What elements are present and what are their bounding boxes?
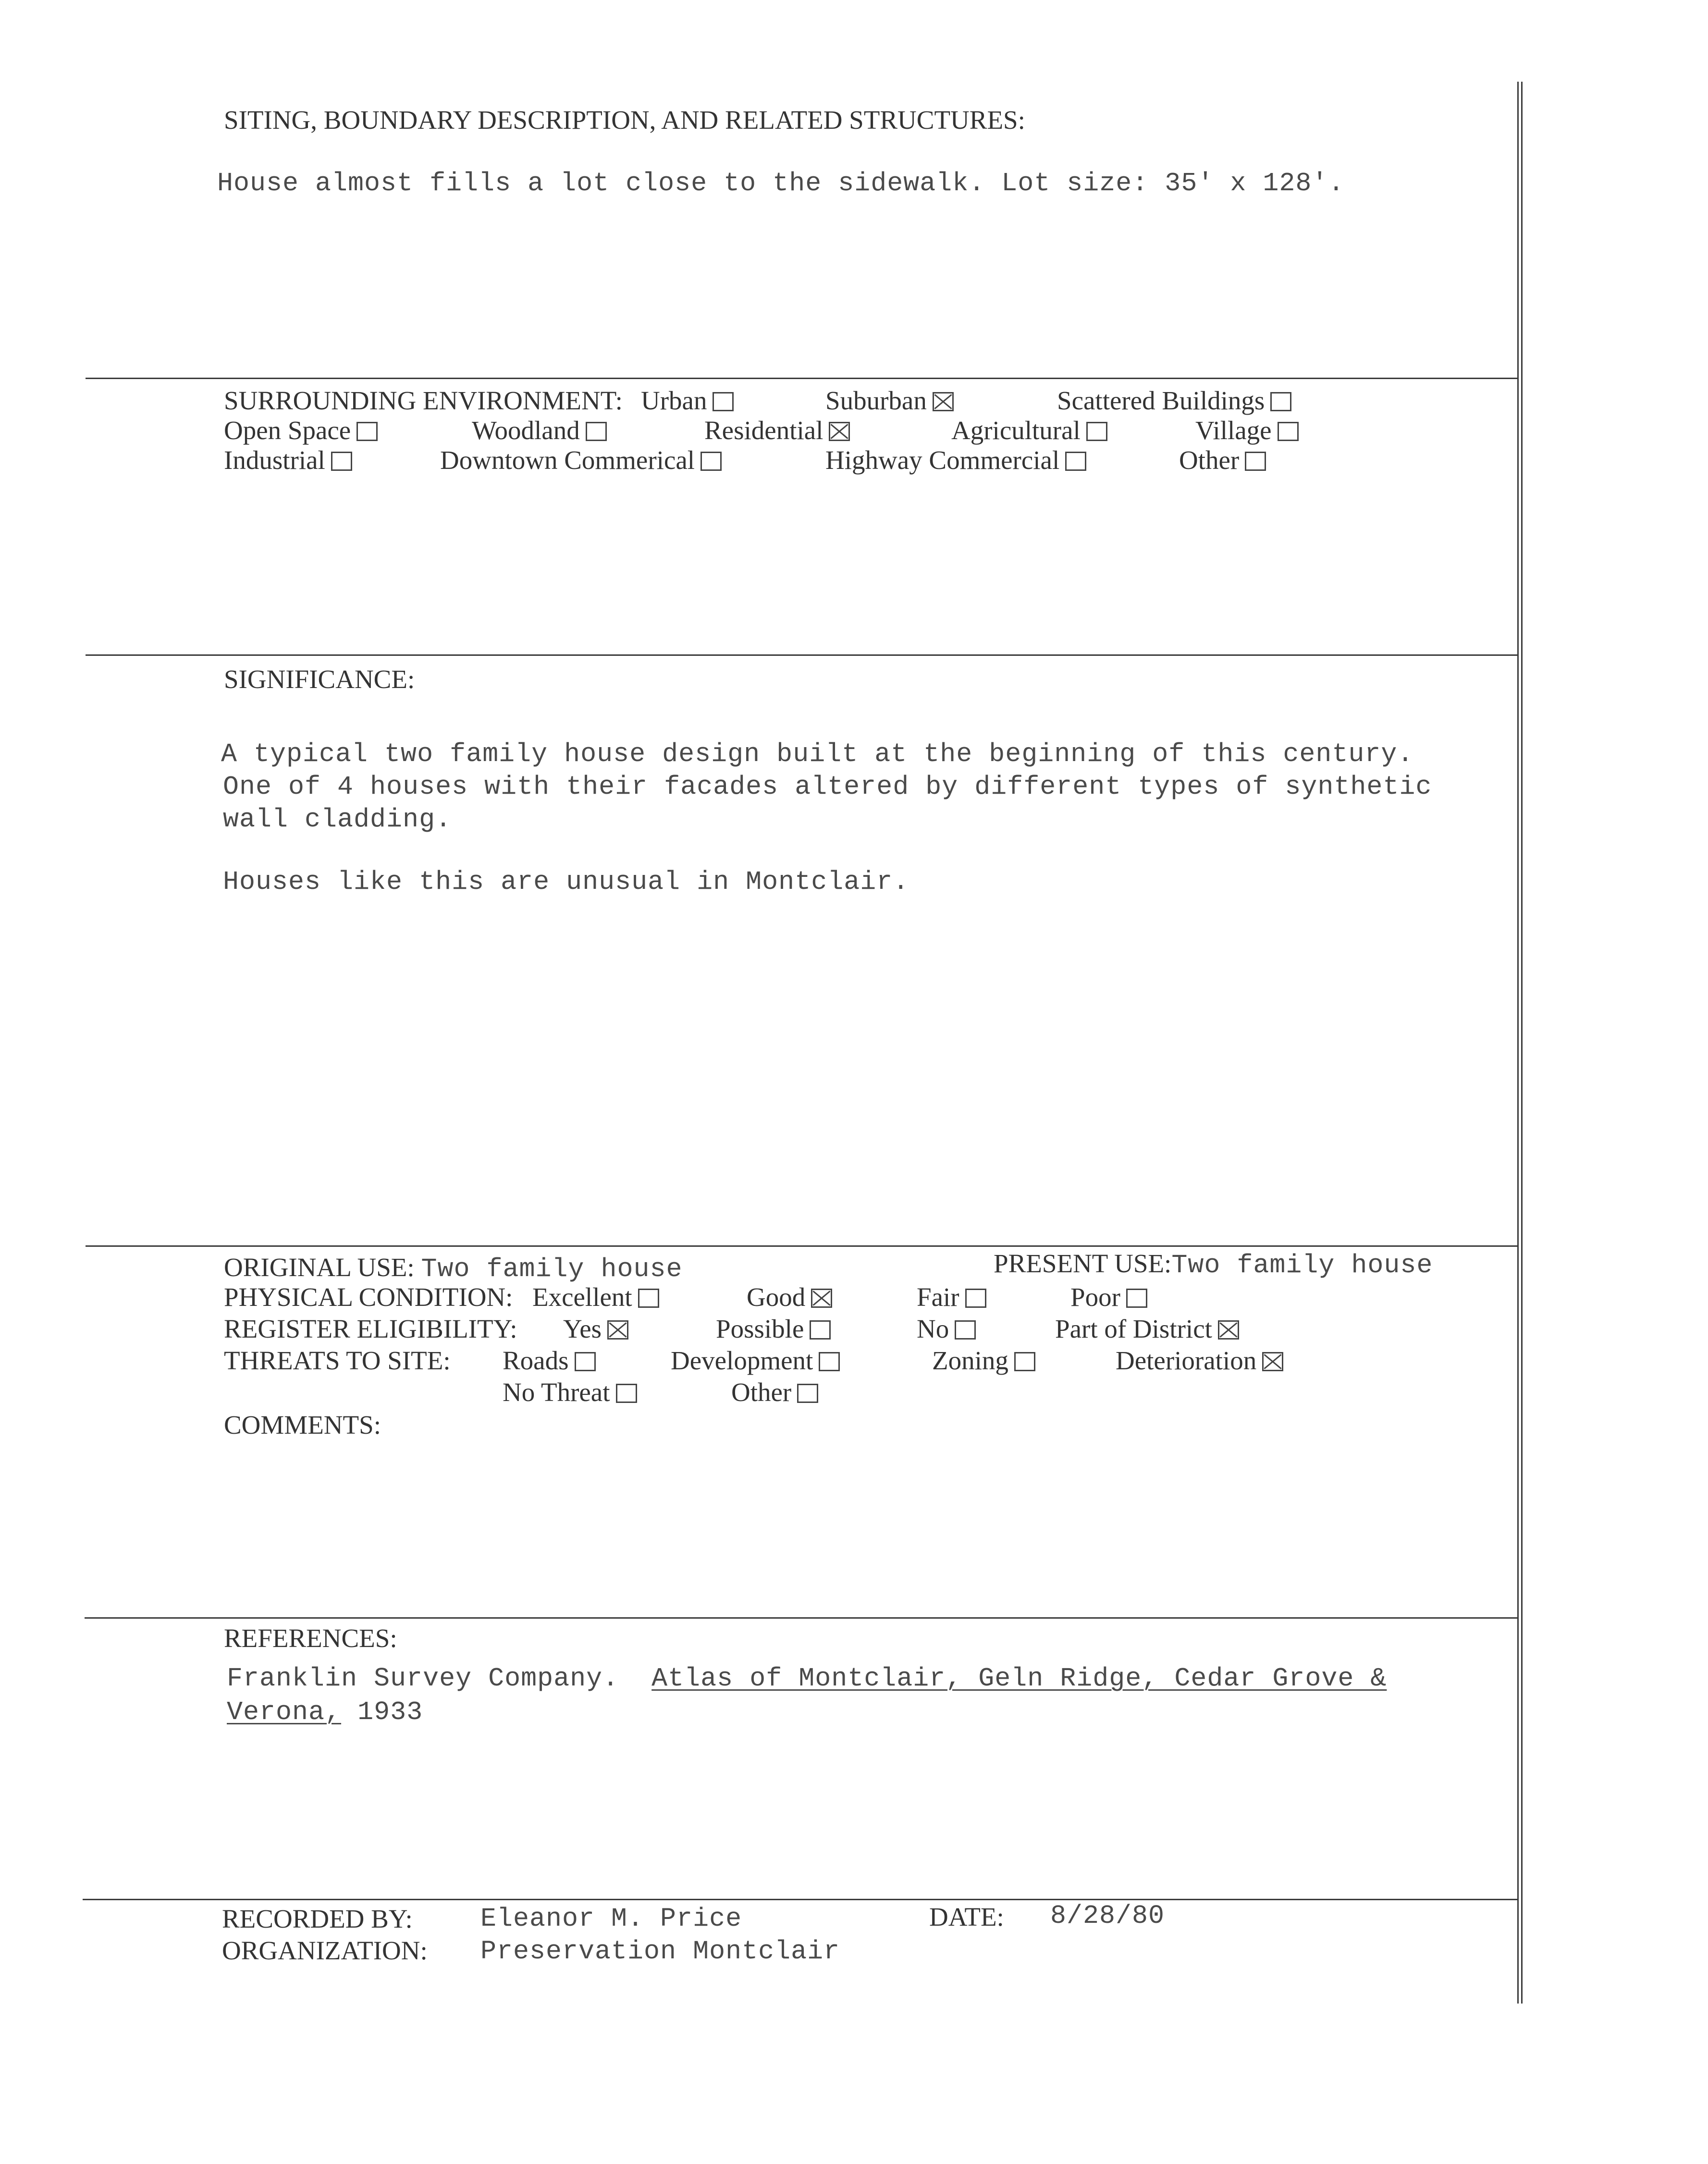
divider-3: [86, 1245, 1518, 1247]
reference-title: Atlas of Montclair, Geln Ridge, Cedar Grove &: [651, 1663, 1387, 1694]
eligibility-option-no[interactable]: No: [917, 1316, 976, 1342]
checkbox-checked[interactable]: [829, 422, 850, 441]
significance-line-1: A typical two family house design built at the beginning of this century.: [221, 739, 1414, 769]
checkbox[interactable]: [797, 1384, 818, 1403]
original-use-value: Two family house: [421, 1254, 683, 1284]
env-option-other[interactable]: Other: [1179, 447, 1266, 473]
checkbox[interactable]: [1270, 392, 1291, 411]
siting-text: House almost fills a lot close to the sidewalk. Lot size: 35' x 128'.: [217, 168, 1345, 198]
env-option-downtown-commerical[interactable]: Downtown Commerical: [440, 447, 722, 473]
checkbox[interactable]: [1278, 422, 1299, 441]
checkbox[interactable]: [1065, 452, 1086, 471]
threat-option-other[interactable]: Other: [731, 1379, 818, 1405]
condition-option-excellent[interactable]: Excellent: [532, 1284, 659, 1310]
checkbox[interactable]: [356, 422, 378, 441]
significance-line-2: One of 4 houses with their facades altered by different types of synthetic: [223, 772, 1432, 802]
checkbox[interactable]: [616, 1384, 637, 1403]
divider-5: [83, 1899, 1518, 1900]
checkbox[interactable]: [1014, 1352, 1035, 1371]
original-use-row: [224, 1254, 683, 1282]
threat-option-roads[interactable]: Roads: [503, 1347, 596, 1374]
date-value: 8/28/80: [1050, 1901, 1165, 1931]
checkbox[interactable]: [965, 1289, 986, 1308]
env-option-village[interactable]: Village: [1195, 417, 1299, 443]
comments-label: COMMENTS:: [224, 1410, 381, 1439]
siting-heading: SITING, BOUNDARY DESCRIPTION, AND RELATED STRUCTURES:: [224, 105, 1025, 135]
divider-1: [86, 378, 1518, 379]
env-option-agricultural[interactable]: Agricultural: [951, 417, 1107, 443]
env-option-residential[interactable]: Residential: [704, 417, 850, 443]
condition-label: PHYSICAL CONDITION:: [224, 1282, 513, 1312]
checkbox[interactable]: [638, 1289, 659, 1308]
threat-option-deterioration[interactable]: Deterioration: [1116, 1347, 1283, 1374]
divider-4: [85, 1617, 1518, 1619]
threat-option-zoning[interactable]: Zoning: [932, 1347, 1035, 1374]
env-option-urban[interactable]: Urban: [641, 387, 734, 414]
recorded-by-value: Eleanor M. Price: [480, 1904, 742, 1934]
significance-heading: SIGNIFICANCE:: [224, 664, 415, 694]
env-option-open-space[interactable]: Open Space: [224, 417, 378, 443]
checkbox[interactable]: [955, 1320, 976, 1340]
checkbox[interactable]: [575, 1352, 596, 1371]
env-option-highway-commercial[interactable]: Highway Commercial: [825, 447, 1086, 473]
checkbox[interactable]: [713, 392, 734, 411]
checkbox-checked[interactable]: [1218, 1320, 1239, 1340]
eligibility-option-part-of-district[interactable]: Part of District: [1055, 1316, 1239, 1342]
env-option-industrial[interactable]: Industrial: [224, 447, 352, 473]
env-option-woodland[interactable]: Woodland: [472, 417, 607, 443]
condition-option-poor[interactable]: Poor: [1070, 1284, 1147, 1310]
present-use-label: PRESENT USE:: [994, 1249, 1172, 1278]
condition-option-good[interactable]: Good: [747, 1284, 832, 1310]
checkbox[interactable]: [700, 452, 722, 471]
environment-heading: SURROUNDING ENVIRONMENT:: [224, 386, 623, 415]
reference-line-2: [227, 1699, 423, 1725]
reference-author: Franklin Survey Company.: [227, 1663, 619, 1694]
condition-option-fair[interactable]: Fair: [917, 1284, 986, 1310]
divider-2: [86, 654, 1518, 656]
env-option-suburban[interactable]: Suburban: [825, 387, 954, 414]
date-label: DATE:: [929, 1902, 1004, 1931]
eligibility-label: REGISTER ELIGIBILITY:: [224, 1314, 517, 1343]
reference-line-1: [227, 1665, 1387, 1692]
significance-line-3: wall cladding.: [223, 804, 452, 835]
eligibility-option-possible[interactable]: Possible: [716, 1316, 831, 1342]
checkbox[interactable]: [1245, 452, 1266, 471]
references-heading: REFERENCES:: [224, 1623, 397, 1653]
original-use-label: ORIGINAL USE:: [224, 1253, 415, 1282]
organization-label: ORGANIZATION:: [222, 1936, 428, 1965]
significance-line-4: Houses like this are unusual in Montclair.: [223, 867, 909, 897]
recorded-by-label: RECORDED BY:: [222, 1904, 413, 1933]
checkbox-checked[interactable]: [933, 392, 954, 411]
checkbox[interactable]: [810, 1320, 831, 1340]
checkbox[interactable]: [819, 1352, 840, 1371]
present-use-value: Two family house: [1171, 1250, 1433, 1280]
checkbox-checked[interactable]: [811, 1289, 832, 1308]
threat-option-development[interactable]: Development: [671, 1347, 840, 1374]
reference-title-cont: Verona,: [227, 1697, 342, 1727]
env-option-scattered-buildings[interactable]: Scattered Buildings: [1057, 387, 1291, 414]
threat-option-no-threat[interactable]: No Threat: [503, 1379, 637, 1405]
present-use-row: [994, 1250, 1433, 1279]
threats-label: THREATS TO SITE:: [224, 1346, 451, 1375]
checkbox[interactable]: [586, 422, 607, 441]
checkbox[interactable]: [1126, 1289, 1147, 1308]
reference-year: 1933: [357, 1697, 423, 1727]
checkbox-checked[interactable]: [607, 1320, 628, 1340]
checkbox[interactable]: [331, 452, 352, 471]
organization-value: Preservation Montclair: [480, 1936, 840, 1967]
right-border-line: [1517, 82, 1519, 2004]
eligibility-option-yes[interactable]: Yes: [563, 1316, 628, 1342]
checkbox[interactable]: [1086, 422, 1107, 441]
right-border-line-inner: [1521, 82, 1523, 2004]
checkbox-checked[interactable]: [1262, 1352, 1283, 1371]
